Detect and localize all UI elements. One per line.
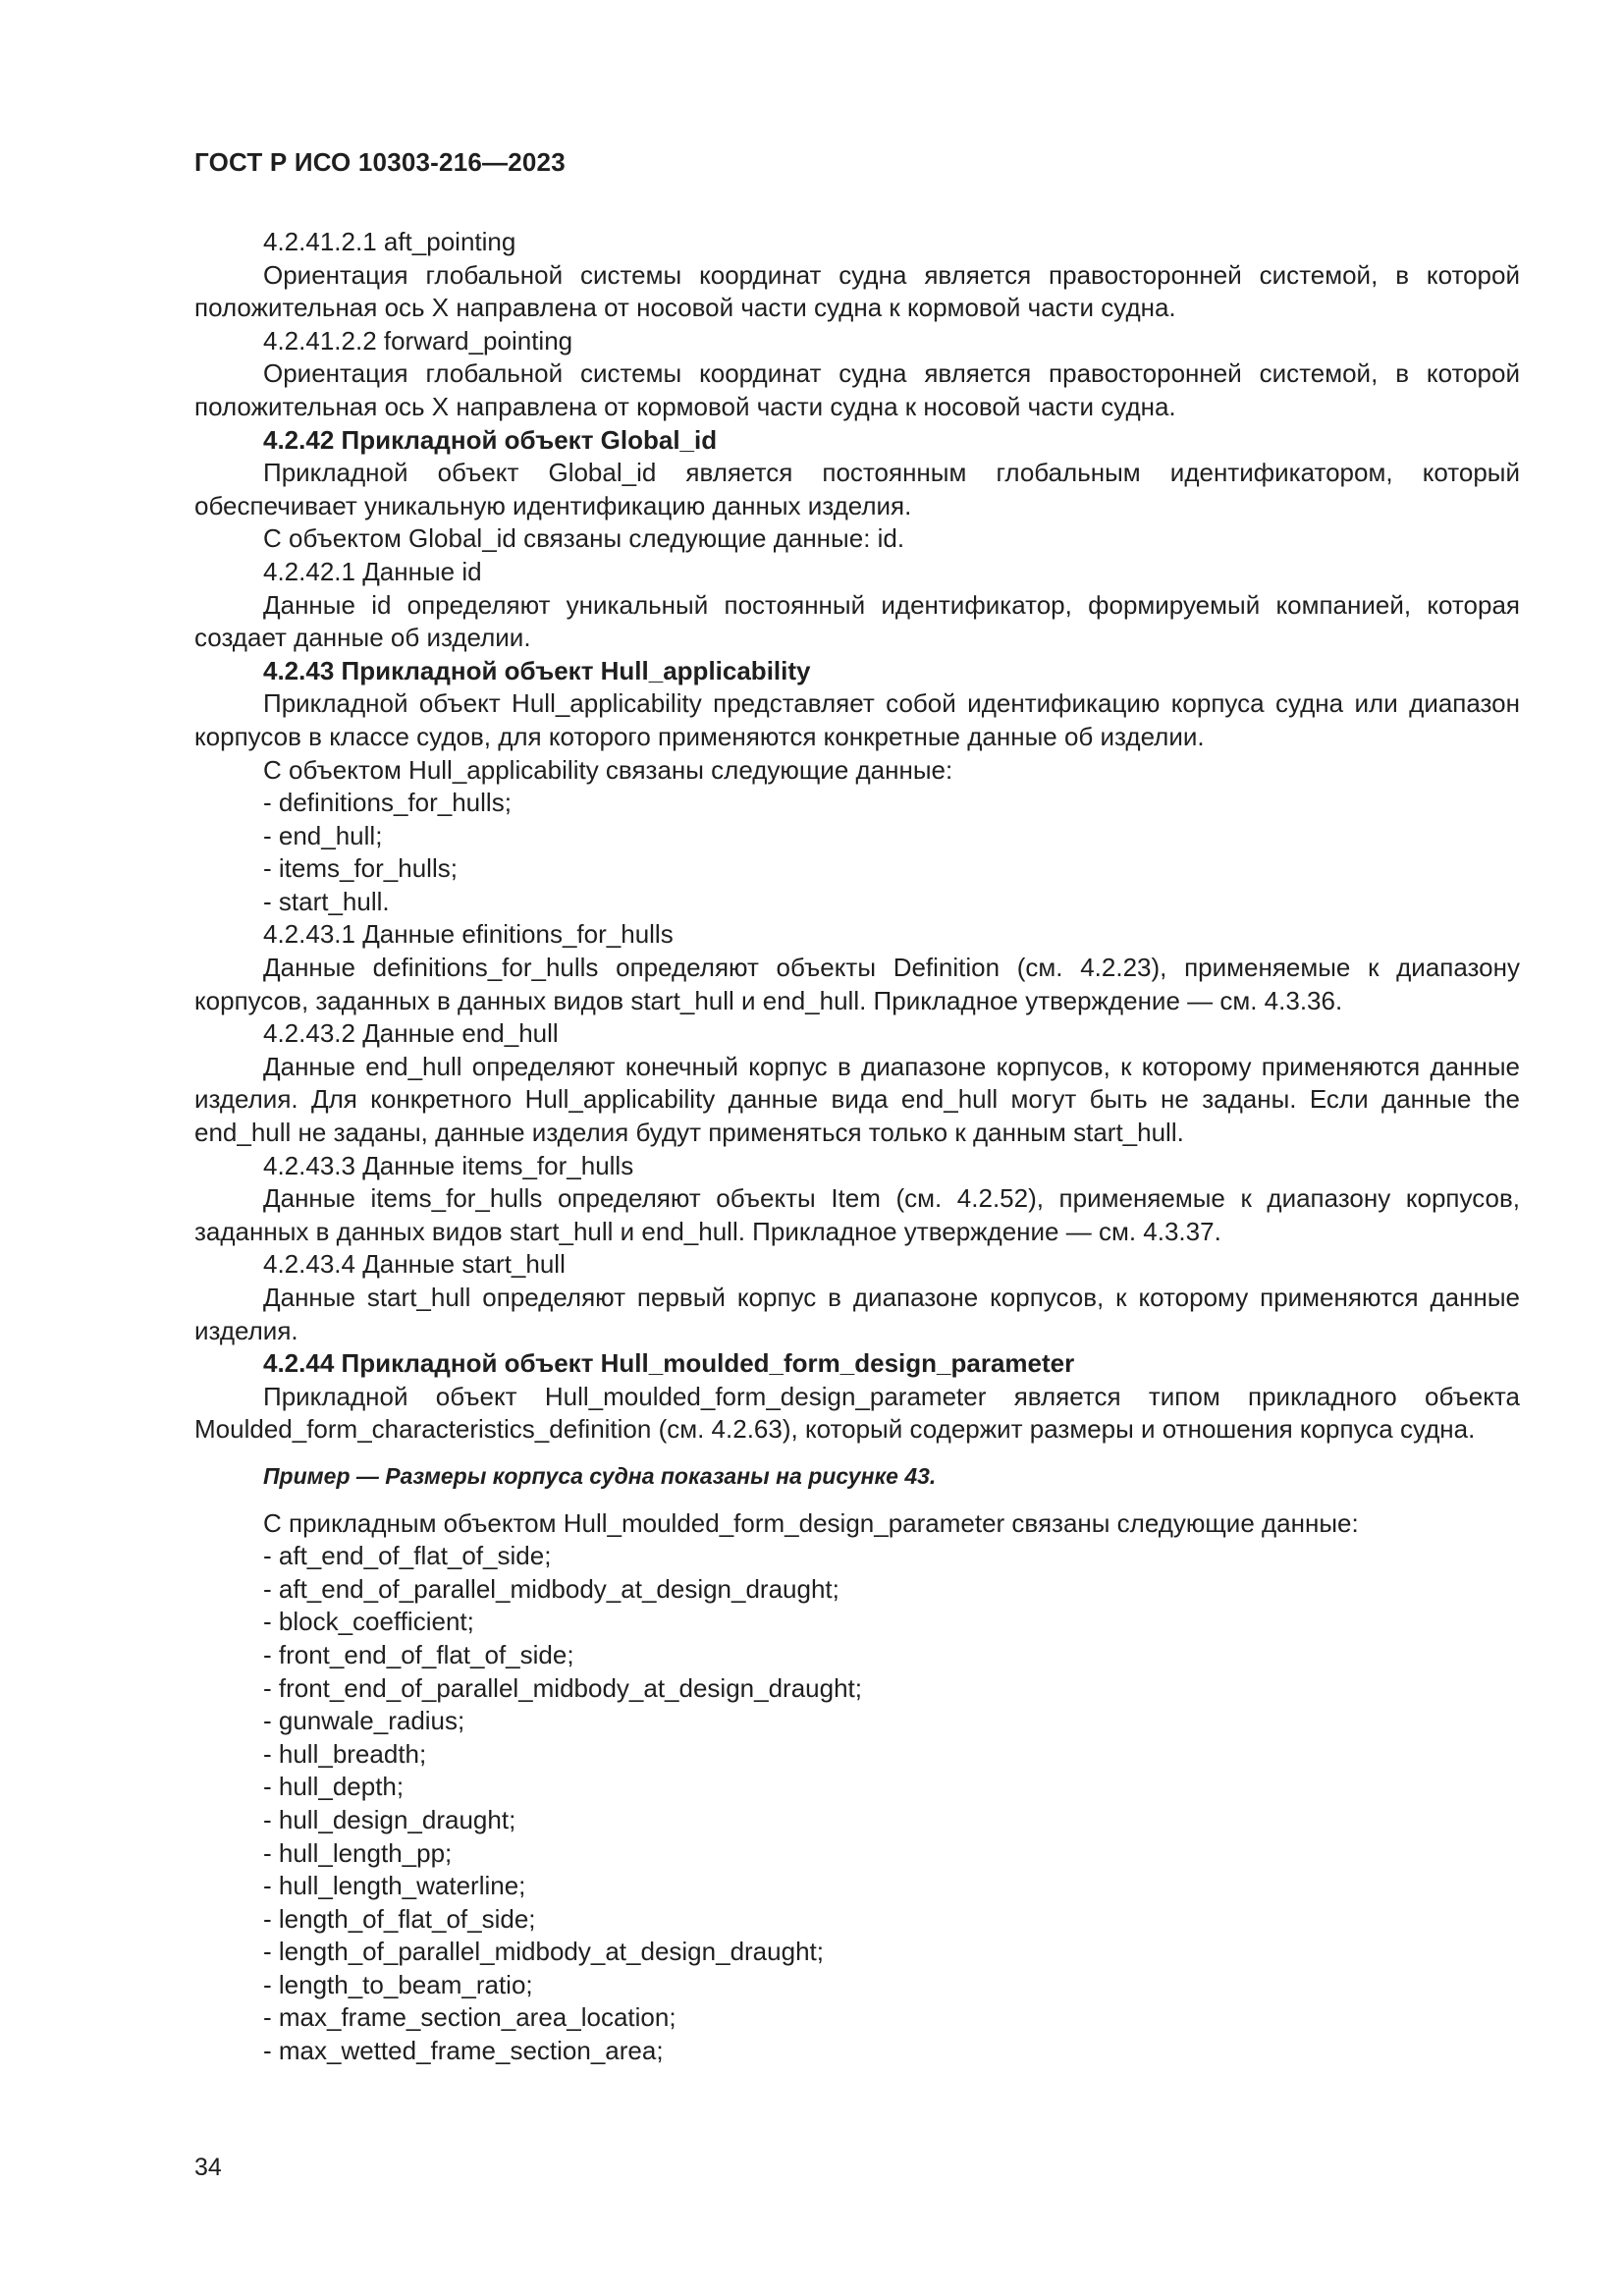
list-item: - block_coefficient; — [263, 1607, 474, 1637]
page-number: 34 — [194, 2154, 222, 2181]
paragraph: Данные end_hull определяют конечный корпус в диапазоне корпусов, к которому применяются данные изделия. Для конкретного Hull_applicability данные вида end_hull могут быть не заданы. Если данные the end_hull не заданы, данные изделия будут применяться только к данным start_hull. — [194, 1051, 1520, 1148]
section-heading: 4.2.42 Прикладной объект Global_id — [263, 424, 718, 455]
paragraph: Прикладной объект Global_id является постоянным глобальным идентификатором, который обеспечивает уникальную идентификацию данных изделия. — [194, 458, 1520, 520]
paragraph: 4.2.43.4 Данные start_hull — [263, 1249, 566, 1280]
list-item: - items_for_hulls; — [263, 853, 458, 884]
paragraph: Прикладной объект Hull_applicability представляет собой идентификацию корпуса судна или диапазон корпусов в классе судов, для которого применяются конкретные данные об изделии. — [194, 688, 1520, 751]
list-item: - gunwale_radius; — [263, 1706, 465, 1736]
paragraph: Ориентация глобальной системы координат судна является правосторонней системой, в которой положительная ось X направлена от кормовой части судна к носовой части судна. — [194, 358, 1520, 421]
list-item: - aft_end_of_flat_of_side; — [263, 1541, 552, 1571]
paragraph: 4.2.42.1 Данные id — [263, 556, 482, 586]
list-item: - max_wetted_frame_section_area; — [263, 2036, 664, 2066]
paragraph: 4.2.43.3 Данные items_for_hulls — [263, 1150, 634, 1180]
document-header: ГОСТ Р ИСО 10303-216—2023 — [194, 147, 566, 177]
list-item: - hull_length_waterline; — [263, 1871, 526, 1901]
paragraph: Ориентация глобальной системы координат судна является правосторонней системой, в которой положительная ось X направлена от носовой части судна к кормовой части судна. — [194, 259, 1520, 323]
list-item: - front_end_of_flat_of_side; — [263, 1639, 574, 1669]
list-item: - definitions_for_hulls; — [263, 788, 512, 818]
paragraph: Данные start_hull определяют первый корпус в диапазоне корпусов, к которому применяются данные изделия. — [194, 1283, 1520, 1345]
list-item: - hull_design_draught; — [263, 1804, 516, 1834]
example-note: Пример — Размеры корпуса судна показаны на рисунке 43. — [263, 1462, 937, 1489]
paragraph: Данные items_for_hulls определяют объекты Item (см. 4.2.52), применяемые к диапазону корпусов, заданных в данных видов start_hull и end_hull. Прикладное утверждение — см. 4.3.37. — [194, 1183, 1520, 1246]
section-heading: 4.2.43 Прикладной объект Hull_applicability — [263, 655, 811, 685]
list-item: - length_to_beam_ratio; — [263, 1969, 533, 1999]
paragraph: Данные definitions_for_hulls определяют объекты Definition (см. 4.2.23), применяемые к диапазону корпусов, заданных в данных видов start_hull и end_hull. Прикладное утверждение — см. 4.3.36. — [194, 953, 1520, 1015]
document-body — [194, 226, 1520, 2068]
paragraph: 4.2.41.2.1 aft_pointing — [263, 227, 516, 256]
list-item: - hull_depth; — [263, 1772, 405, 1802]
paragraph: С объектом Hull_applicability связаны следующие данные: — [263, 754, 953, 785]
paragraph: Прикладной объект Hull_moulded_form_design_parameter является типом прикладного объекта Moulded_form_characteristics_definition (см. 4.2.63), который содержит размеры и отношения корпуса судна. — [194, 1381, 1520, 1445]
paragraph: С прикладным объектом Hull_moulded_form_design_parameter связаны следующие данные: — [263, 1507, 1359, 1538]
section-heading: 4.2.44 Прикладной объект Hull_moulded_form_design_parameter — [263, 1348, 1075, 1379]
list-item: - length_of_flat_of_side; — [263, 1903, 536, 1934]
list-item: - max_frame_section_area_location; — [263, 2002, 676, 2033]
list-item: - front_end_of_parallel_midbody_at_design_draught; — [263, 1672, 862, 1703]
list-item: - hull_length_pp; — [263, 1837, 453, 1868]
paragraph: С объектом Global_id связаны следующие данные: id. — [263, 523, 905, 554]
list-item: - aft_end_of_parallel_midbody_at_design_draught; — [263, 1573, 839, 1604]
paragraph: 4.2.41.2.2 forward_pointing — [263, 325, 573, 355]
list-item: - start_hull. — [263, 886, 390, 916]
list-item: - hull_breadth; — [263, 1738, 427, 1769]
list-item: - end_hull; — [263, 820, 383, 850]
paragraph: 4.2.43.1 Данные efinitions_for_hulls — [263, 919, 674, 950]
list-item: - length_of_parallel_midbody_at_design_draught; — [263, 1937, 824, 1967]
paragraph: 4.2.43.2 Данные end_hull — [263, 1018, 559, 1049]
paragraph: Данные id определяют уникальный постоянный идентификатор, формируемый компанией, которая создает данные об изделии. — [194, 589, 1520, 653]
